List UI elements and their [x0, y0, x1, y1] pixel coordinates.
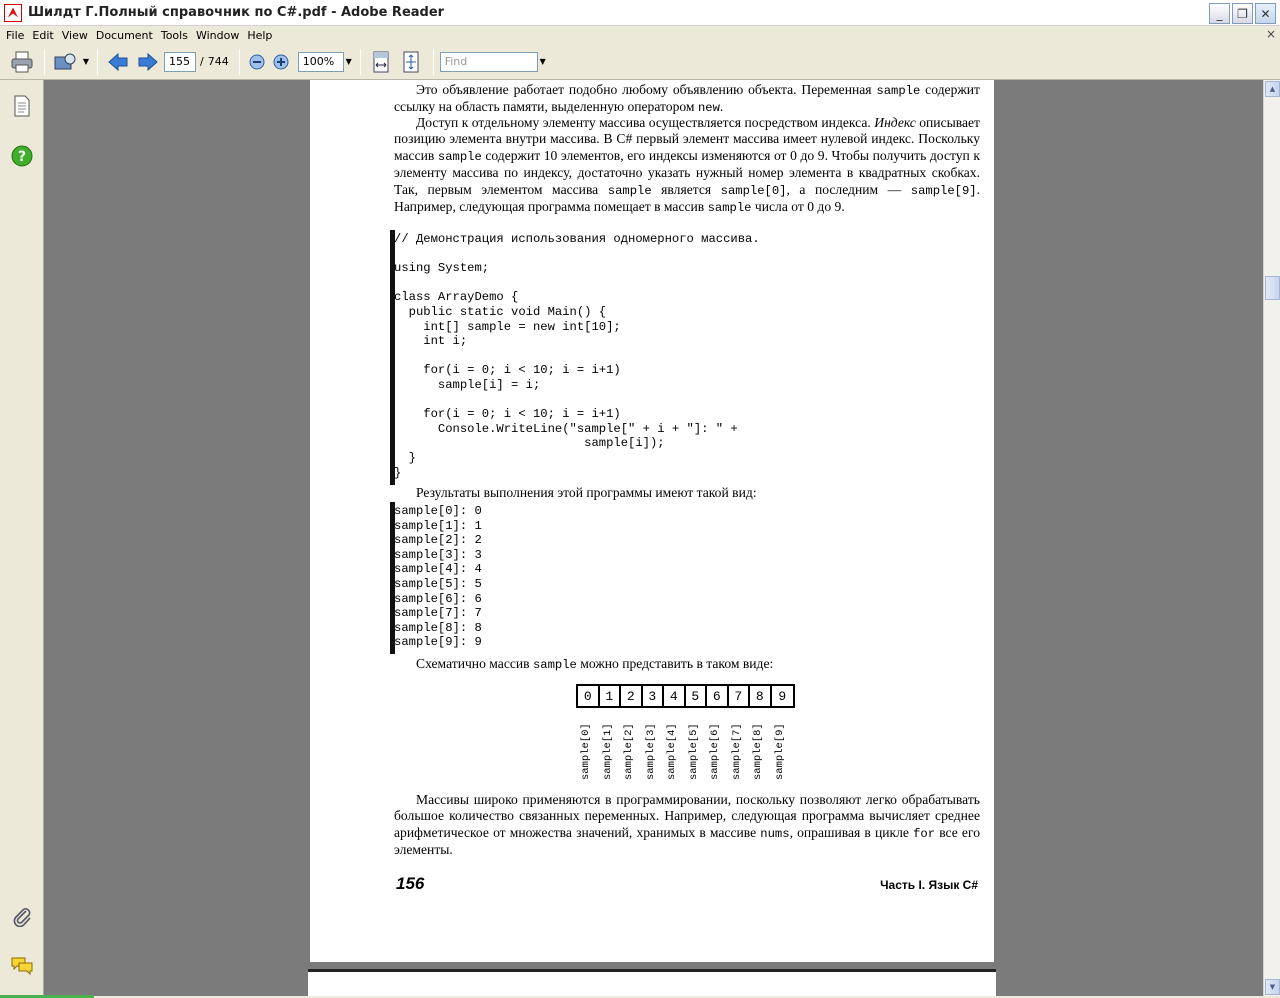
adobe-reader-icon: [4, 4, 22, 22]
array-label: sample[7]: [730, 723, 743, 780]
array-cell: 0: [578, 686, 600, 706]
array-label: sample[8]: [752, 723, 764, 780]
toolbar-separator: [44, 49, 45, 75]
fit-width-button[interactable]: [367, 48, 395, 76]
running-footer: Часть I. Язык C#: [880, 878, 978, 892]
maximize-button[interactable]: ❐: [1232, 3, 1253, 24]
array-label: sample[1]: [601, 723, 614, 780]
printer-icon: [10, 51, 34, 73]
results-intro: Результаты выполнения этой программы имеют такой вид:: [416, 485, 757, 500]
page-number: 156: [396, 874, 425, 893]
array-labels: [576, 714, 791, 780]
array-label: sample[3]: [644, 723, 657, 780]
document-viewport[interactable]: [44, 80, 1263, 996]
menu-bar: [0, 26, 1280, 44]
print-button[interactable]: [8, 48, 36, 76]
array-cell: 7: [729, 686, 751, 706]
previous-page-button[interactable]: [104, 48, 132, 76]
menu-help[interactable]: Help: [247, 28, 273, 42]
menu-edit[interactable]: Edit: [32, 28, 54, 42]
organizer-icon: [53, 51, 77, 73]
array-label: sample[6]: [709, 723, 721, 780]
toolbar: [0, 44, 1280, 80]
array-label: sample[2]: [623, 723, 635, 780]
toolbar-separator: [433, 49, 434, 75]
array-cell: 4: [664, 686, 686, 706]
title-bar: [0, 0, 1280, 26]
scroll-down-button[interactable]: ▼: [1265, 979, 1280, 995]
help-icon: [11, 145, 33, 167]
toolbar-separator: [97, 49, 98, 75]
page-total: 744: [207, 55, 229, 68]
zoom-out-icon: [248, 53, 266, 71]
attachments-button[interactable]: [10, 904, 34, 928]
scroll-thumb[interactable]: [1265, 276, 1280, 300]
next-pdf-page: [308, 969, 996, 996]
paragraph-3: Массивы широко применяются в программировании, поскольку позволяют легко обрабатывать большое количество связанных переменных. Например, следующая программа вычисляет среднее арифметическое от множества значений, хранимых в массиве nums, опрашивая в цикле for все его элементы.: [394, 792, 980, 858]
comments-button[interactable]: [10, 954, 34, 978]
vertical-scrollbar[interactable]: [1263, 80, 1280, 996]
navigation-panel: [0, 80, 44, 996]
zoom-in-button[interactable]: [270, 48, 292, 76]
close-document-button[interactable]: ×: [1265, 27, 1276, 41]
array-label: sample[9]: [773, 723, 786, 780]
array-cell: 3: [643, 686, 665, 706]
array-label: sample[4]: [666, 723, 678, 780]
scroll-up-button[interactable]: ▲: [1265, 81, 1280, 97]
arrow-left-icon: [107, 52, 129, 72]
window-title: Шилдт Г.Полный справочник по C#.pdf - Adobe Reader: [28, 5, 445, 20]
arrow-right-icon: [137, 52, 159, 72]
paragraph-2: Доступ к отдельному элементу массива осуществляется посредством индекса. Индекс описывает позицию элемента внутри массива. В C# первый элемент массива имеет нулевой индекс. Поскольку массив sample содержит 10 элементов, его индексы изменяются от 0 до 9. Чтобы получить доступ к элементу массива по индексу, достаточно указать нужный номер элемента в квадратных скобках. Так, первым элементом массива sample является sample[0], а последним — sample[9]. Например, следующая программа помещает в массив sample числа от 0 до 9.: [394, 115, 980, 216]
array-cell: 8: [750, 686, 772, 706]
pdf-page: [310, 80, 994, 962]
help-button[interactable]: [10, 144, 34, 168]
zoom-in-icon: [272, 53, 290, 71]
zoom-out-button[interactable]: [246, 48, 268, 76]
page-separator: /: [200, 55, 204, 68]
menu-document[interactable]: Document: [95, 28, 153, 42]
array-cell: 5: [686, 686, 708, 706]
array-cell: 6: [707, 686, 729, 706]
page-number-input[interactable]: 155: [164, 52, 196, 72]
toolbar-separator: [360, 49, 361, 75]
chevron-down-icon[interactable]: ▼: [345, 57, 352, 66]
toolbar-separator: [239, 49, 240, 75]
next-page-button[interactable]: [134, 48, 162, 76]
menu-tools[interactable]: Tools: [160, 28, 188, 42]
comments-icon: [10, 955, 34, 977]
paragraph-1: Это объявление работает подобно любому объявлению объекта. Переменная sample содержит ссылку на область памяти, выделенную оператором new.: [394, 82, 980, 116]
svg-text:?: ?: [17, 149, 27, 165]
chevron-down-icon[interactable]: ▼: [539, 57, 546, 66]
close-button[interactable]: ✕: [1255, 3, 1276, 24]
array-diagram: [576, 684, 795, 708]
array-label: sample[5]: [687, 723, 700, 780]
schema-intro: Схематично массив sample можно представить в таком виде:: [416, 656, 774, 672]
menu-window[interactable]: Window: [195, 28, 240, 42]
window-controls: [1209, 3, 1276, 24]
array-cell: 9: [778, 688, 787, 704]
pages-panel-button[interactable]: [10, 94, 34, 118]
code-listing: // Демонстрация использования одномерного массива. using System; class ArrayDemo { public static void Main() { int[] sample = new int[10]; int i; for(i = 0; i < 10; i = i+1) sample[i] = i; for(i = 0; i < 10; i = i+1) Console.WriteLine("sample[" + i + "]: " + sample[i]); } }: [394, 232, 760, 480]
fit-page-icon: [402, 51, 420, 73]
fit-width-icon: [372, 51, 390, 73]
program-output: sample[0]: 0 sample[1]: 1 sample[2]: 2 sample[3]: 3 sample[4]: 4 sample[5]: 5 sample[6]: 6 sample[7]: 7 sample[8]: 8 sample[9]: 9: [394, 504, 482, 650]
array-label: sample[0]: [580, 723, 592, 780]
minimize-button[interactable]: _: [1209, 3, 1230, 24]
array-cell: 2: [621, 686, 643, 706]
fit-page-button[interactable]: [397, 48, 425, 76]
find-input[interactable]: Find: [440, 52, 538, 72]
chevron-down-icon[interactable]: ▼: [82, 57, 90, 66]
zoom-level-input[interactable]: 100%: [298, 52, 344, 72]
array-cell: 1: [600, 686, 622, 706]
menu-file[interactable]: File: [6, 28, 25, 42]
organizer-button[interactable]: [51, 48, 79, 76]
menu-view[interactable]: View: [61, 28, 88, 42]
pages-icon: [13, 95, 31, 117]
paperclip-icon: [11, 905, 33, 927]
